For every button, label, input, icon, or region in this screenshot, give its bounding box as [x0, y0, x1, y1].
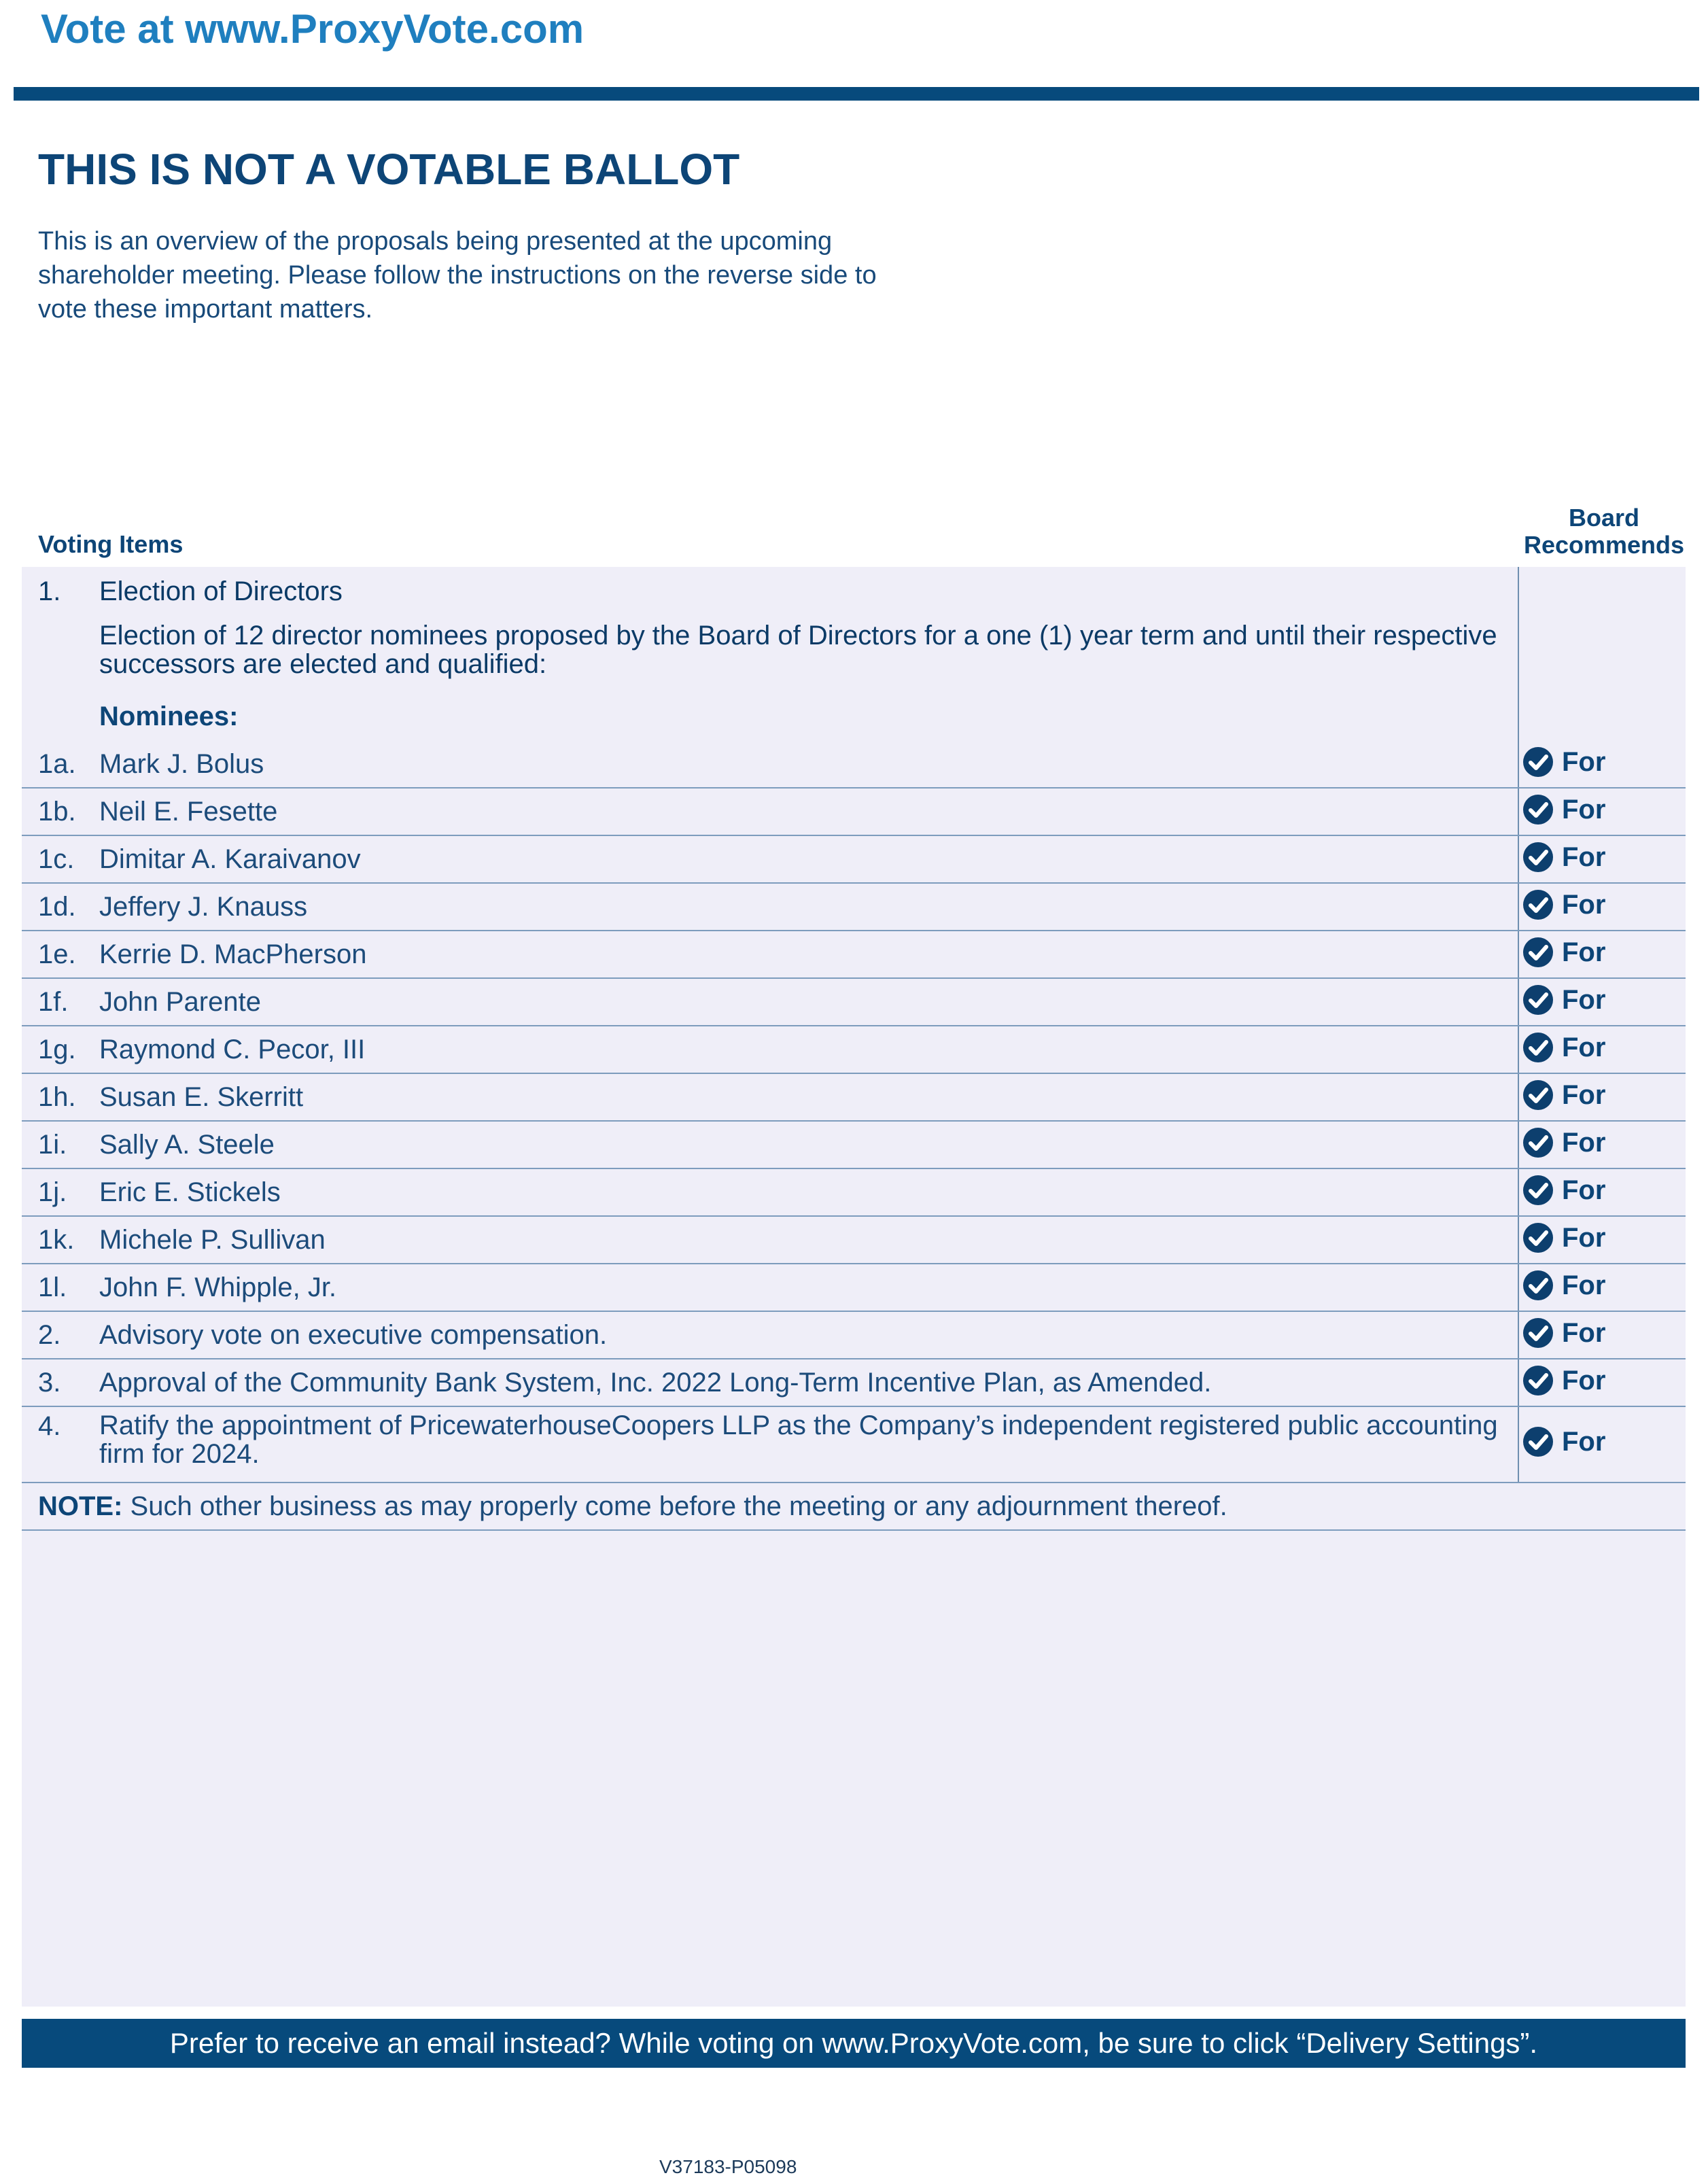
row-number: 2.	[38, 1320, 61, 1350]
checkmark-icon	[1522, 1032, 1554, 1063]
board-recommends-header: Board Recommends	[1523, 504, 1685, 559]
table-row	[22, 977, 1686, 1026]
table-row	[22, 882, 1686, 931]
table-row	[22, 835, 1686, 884]
checkmark-icon	[1522, 1222, 1554, 1253]
note-label: NOTE:	[38, 1491, 123, 1521]
checkmark-icon	[1522, 1270, 1554, 1301]
row-number: 1b.	[38, 797, 76, 827]
row-number: 1l.	[38, 1272, 67, 1302]
recommendation-label: For	[1562, 746, 1606, 777]
recommendation	[1522, 1426, 1605, 1457]
recommendation	[1522, 1032, 1605, 1063]
row-text: Eric E. Stickels	[99, 1177, 281, 1207]
table-row	[22, 930, 1686, 979]
recommendation	[1522, 1079, 1605, 1111]
row-text: Jeffery J. Knauss	[99, 892, 308, 922]
row-number: 1d.	[38, 892, 76, 922]
checkmark-icon	[1522, 842, 1554, 873]
item-title: Election of Directors	[99, 576, 343, 606]
recommendation	[1522, 1365, 1605, 1396]
recommendation-label: For	[1562, 1175, 1606, 1205]
row-text: Mark J. Bolus	[99, 749, 264, 779]
row-text: Sally A. Steele	[99, 1130, 275, 1160]
row-number: 1i.	[38, 1130, 67, 1160]
recommendation	[1522, 794, 1605, 825]
checkmark-icon	[1522, 984, 1554, 1016]
recommendation	[1522, 842, 1605, 873]
checkmark-icon	[1522, 1079, 1554, 1111]
recommendation-label: For	[1562, 889, 1606, 920]
recommendation	[1522, 937, 1605, 968]
checkmark-icon	[1522, 1365, 1554, 1396]
table-row	[22, 740, 1686, 788]
recommendation-label: For	[1562, 937, 1606, 967]
document-code: V37183-P05098	[659, 2156, 797, 2177]
row-text: Ratify the appointment of PricewaterhouseCoopers LLP as the Company’s independent registered public accounting firm for 2024.	[99, 1410, 1498, 1469]
item-description: Election of 12 director nominees proposed by the Board of Directors for a one (1) year term and until their respective successors are elected and qualified:	[99, 621, 1497, 679]
checkmark-icon	[1522, 1127, 1554, 1158]
recommendation-label: For	[1562, 1222, 1606, 1253]
table-row	[22, 787, 1686, 836]
recommendation	[1522, 1175, 1605, 1206]
row-number: 1g.	[38, 1035, 76, 1064]
recommendation	[1522, 1222, 1605, 1253]
table-row	[22, 1168, 1686, 1217]
checkmark-icon	[1522, 1175, 1554, 1206]
row-text: Susan E. Skerritt	[99, 1082, 304, 1112]
header-title: Vote at www.ProxyVote.com	[41, 6, 585, 52]
note-row	[22, 1482, 1686, 1531]
recommendation-label: For	[1562, 1317, 1606, 1348]
row-number: 1c.	[38, 844, 75, 874]
recommendation	[1522, 984, 1605, 1016]
row-text: Advisory vote on executive compensation.	[99, 1320, 608, 1350]
row-number: 1a.	[38, 749, 76, 779]
recommendation-label: For	[1562, 1079, 1606, 1110]
table-row	[22, 1263, 1686, 1312]
row-text: Raymond C. Pecor, III	[99, 1035, 366, 1064]
table-row	[22, 1358, 1686, 1407]
row-number: 1h.	[38, 1082, 76, 1112]
footer-banner: Prefer to receive an email instead? While voting on www.ProxyVote.com, be sure to click “Delivery Settings”.	[22, 2019, 1686, 2068]
table-row	[22, 1025, 1686, 1074]
note-text: Such other business as may properly come before the meeting or any adjournment thereof.	[122, 1491, 1227, 1521]
recommendation	[1522, 1127, 1605, 1158]
recommendation-label: For	[1562, 1270, 1606, 1300]
row-number: 1e.	[38, 939, 76, 969]
row-text: John F. Whipple, Jr.	[99, 1272, 337, 1302]
checkmark-icon	[1522, 794, 1554, 825]
checkmark-icon	[1522, 746, 1554, 778]
row-number: 1k.	[38, 1225, 75, 1255]
nominees-label: Nominees:	[99, 701, 239, 731]
recommendation	[1522, 746, 1605, 778]
recommendation-label: For	[1562, 842, 1606, 872]
intro-text: This is an overview of the proposals being presented at the upcoming shareholder meeting. Please follow the instructions on the reverse side to vote these important matters.	[38, 227, 877, 324]
table-row	[22, 1406, 1686, 1483]
item-number: 1.	[38, 576, 61, 606]
recommendation-label: For	[1562, 1426, 1606, 1457]
voting-items-header: Voting Items	[38, 530, 184, 558]
row-number: 3.	[38, 1368, 61, 1398]
checkmark-icon	[1522, 1317, 1554, 1349]
checkmark-icon	[1522, 1426, 1554, 1457]
table-row	[22, 1120, 1686, 1169]
recommendation-label: For	[1562, 984, 1606, 1015]
row-number: 4.	[38, 1411, 61, 1441]
recommendation-label: For	[1562, 1127, 1606, 1158]
row-number: 1f.	[38, 987, 69, 1017]
table-row	[22, 1311, 1686, 1359]
page-title: THIS IS NOT A VOTABLE BALLOT	[38, 145, 740, 194]
recommendation-label: For	[1562, 794, 1606, 825]
row-text: John Parente	[99, 987, 261, 1017]
checkmark-icon	[1522, 889, 1554, 920]
recommendation	[1522, 1317, 1605, 1349]
row-text: Neil E. Fesette	[99, 797, 278, 827]
recommendation-label: For	[1562, 1365, 1606, 1396]
table-row	[22, 1073, 1686, 1122]
row-text: Approval of the Community Bank System, Inc. 2022 Long-Term Incentive Plan, as Amended.	[99, 1368, 1212, 1398]
row-number: 1j.	[38, 1177, 67, 1207]
row-text: Kerrie D. MacPherson	[99, 939, 367, 969]
recommendation	[1522, 1270, 1605, 1301]
checkmark-icon	[1522, 937, 1554, 968]
row-text: Michele P. Sullivan	[99, 1225, 326, 1255]
recommendation	[1522, 889, 1605, 920]
table-row	[22, 1215, 1686, 1264]
top-rule	[14, 87, 1699, 101]
recommendation-label: For	[1562, 1032, 1606, 1062]
row-text: Dimitar A. Karaivanov	[99, 844, 361, 874]
